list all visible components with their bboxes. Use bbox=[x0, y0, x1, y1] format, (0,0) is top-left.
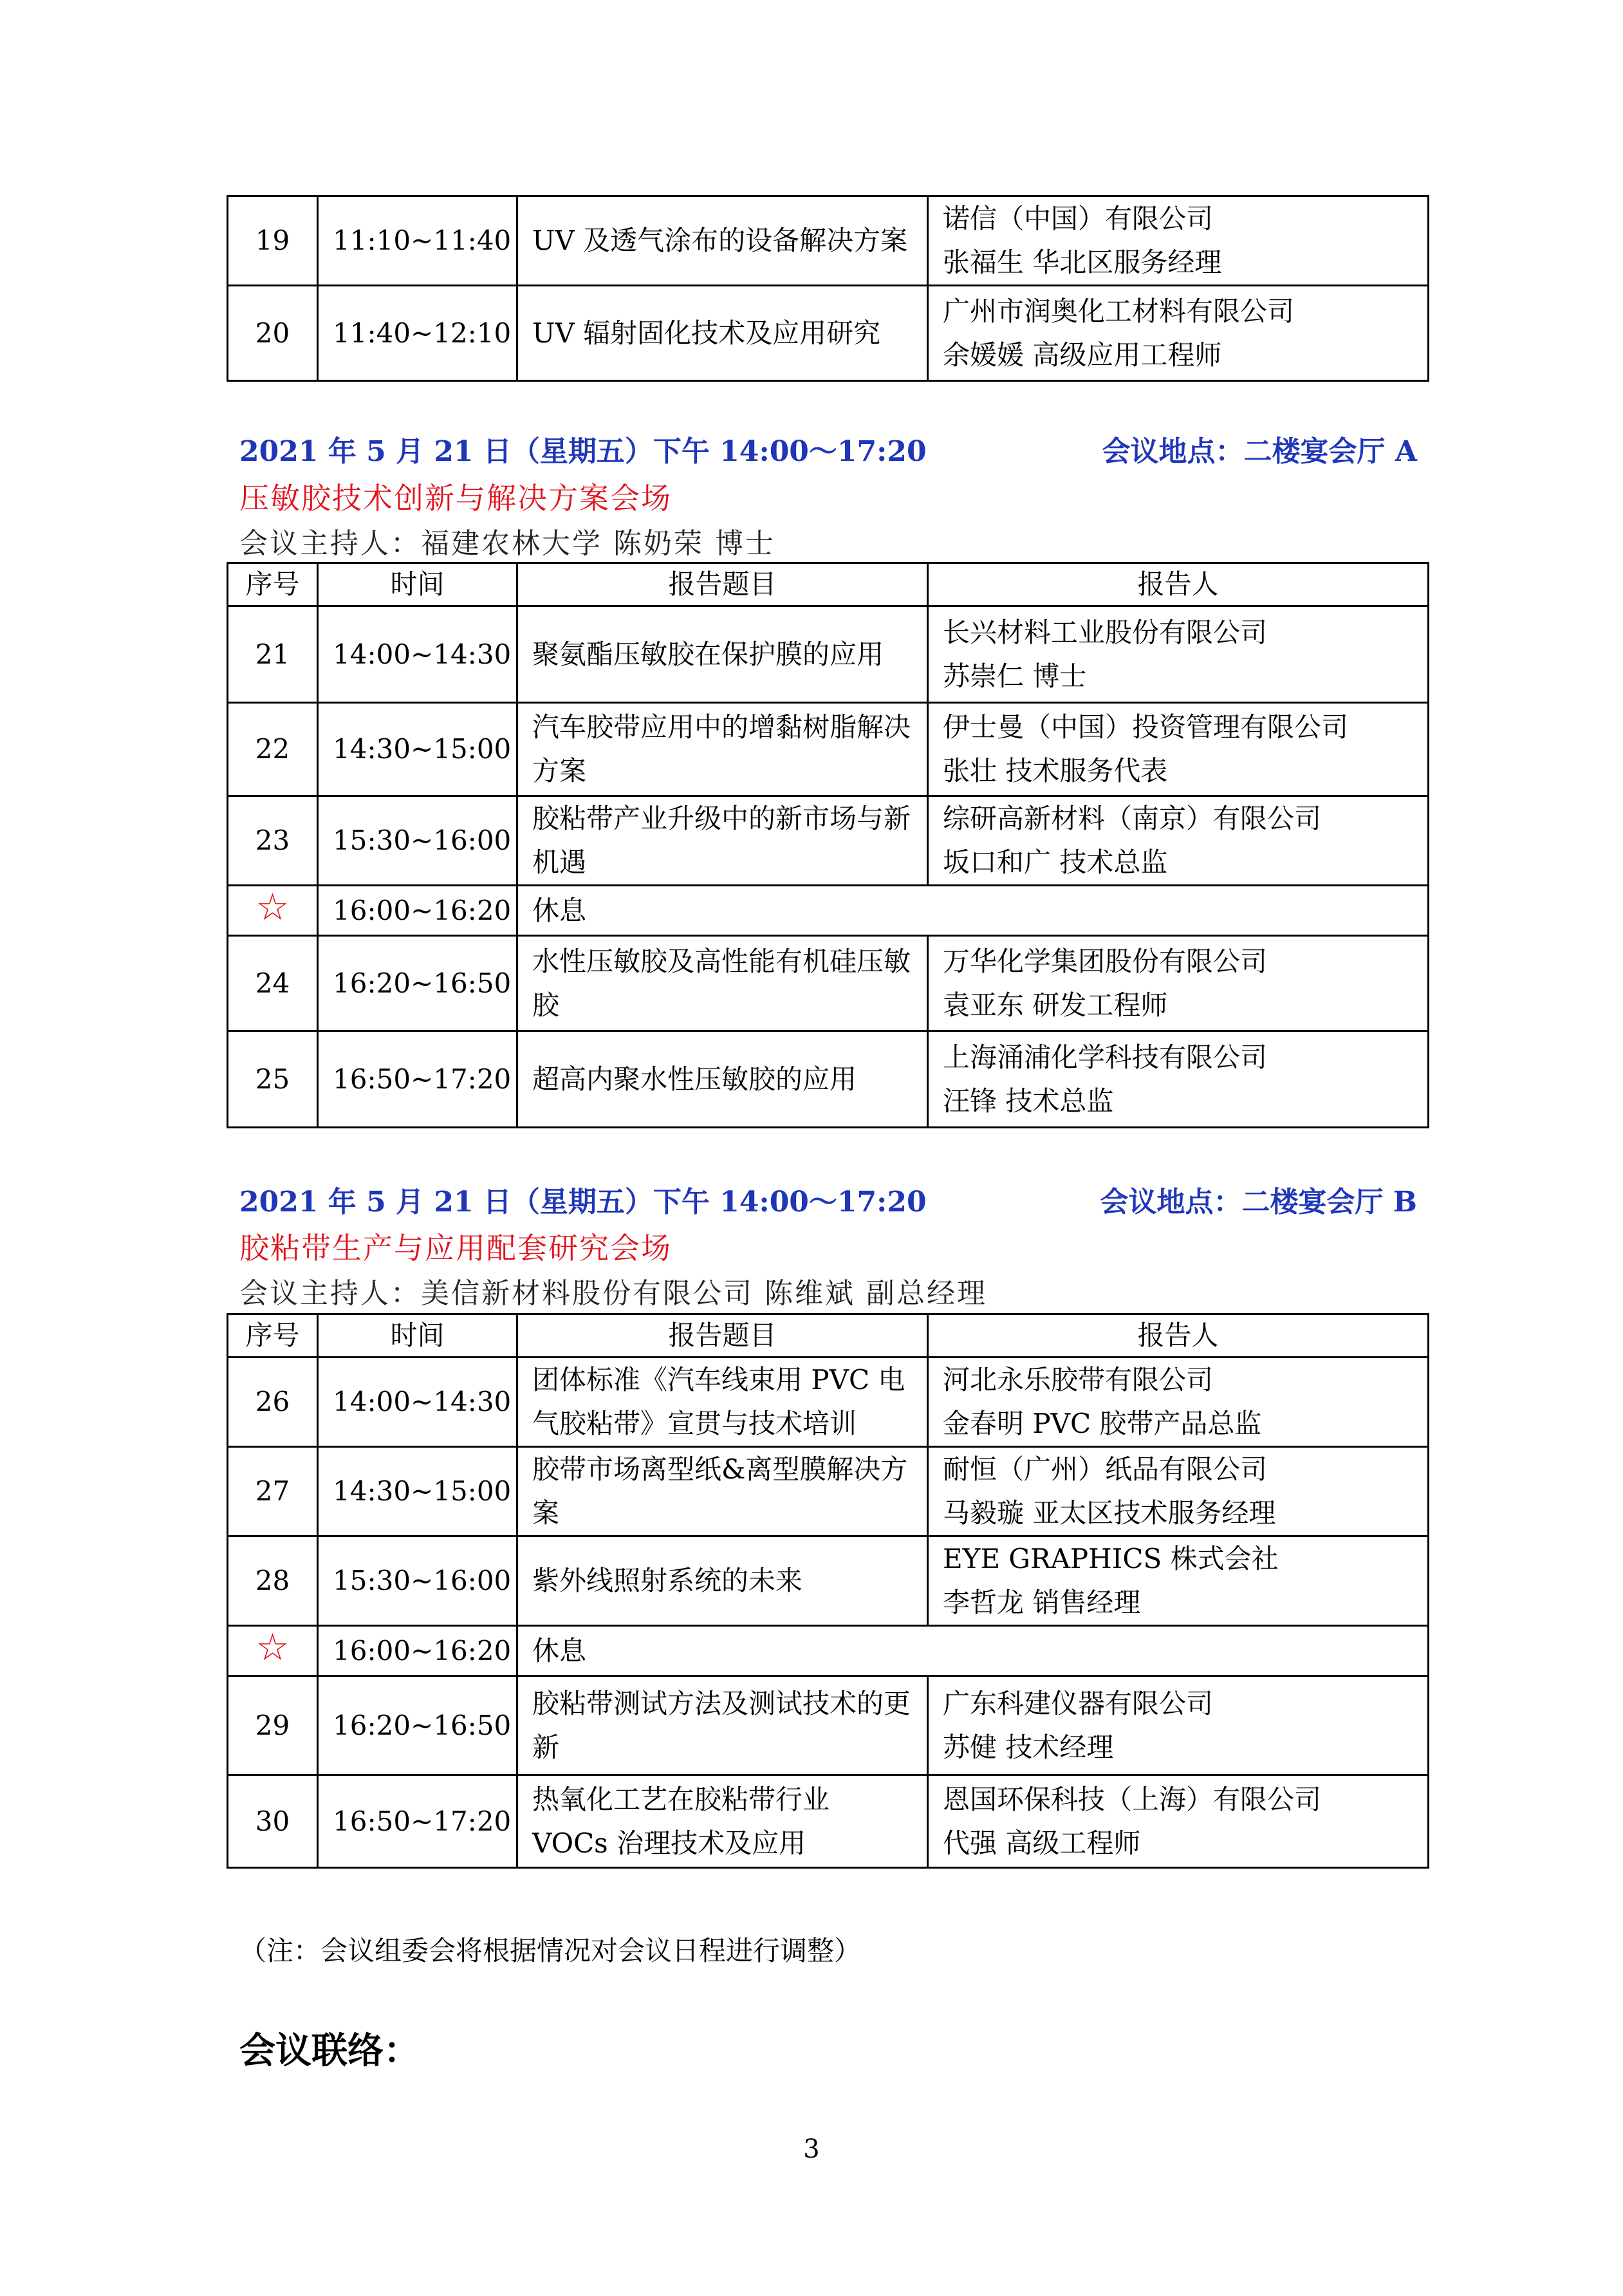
cell-number: 28 bbox=[228, 1536, 318, 1626]
schedule-table-morning bbox=[227, 195, 1429, 382]
session-a-datetime: 2021 年 5 月 21 日（星期五）下午 14:00～17:20 bbox=[239, 435, 927, 468]
speaker-organization: 诺信（中国）有限公司 bbox=[943, 203, 1214, 234]
cell-speaker bbox=[928, 1676, 1429, 1775]
cell-number: 29 bbox=[228, 1676, 318, 1775]
table-row bbox=[228, 196, 1429, 286]
cell-speaker bbox=[928, 703, 1429, 796]
cell-number bbox=[228, 886, 318, 936]
cell-speaker bbox=[928, 606, 1429, 703]
cell-speaker bbox=[928, 286, 1429, 381]
speaker-name-title: 坂口和广 技术总监 bbox=[943, 846, 1168, 878]
cell-break-label: 休息 bbox=[517, 886, 1429, 936]
col-header-time: 时间 bbox=[318, 1314, 517, 1358]
speaker-organization: 河北永乐胶带有限公司 bbox=[943, 1364, 1214, 1395]
cell-number: 22 bbox=[228, 703, 318, 796]
contact-heading: 会议联络： bbox=[239, 2030, 420, 2072]
speaker-name-title: 李哲龙 销售经理 bbox=[943, 1587, 1141, 1618]
cell-time: 14:30~15:00 bbox=[318, 703, 517, 796]
table-row bbox=[228, 703, 1429, 796]
cell-topic: 超高内聚水性压敏胶的应用 bbox=[517, 1031, 928, 1128]
cell-speaker bbox=[928, 1536, 1429, 1626]
table-row bbox=[228, 1775, 1429, 1868]
speaker-organization: 伊士曼（中国）投资管理有限公司 bbox=[943, 711, 1349, 743]
speaker-name-title: 苏崇仁 博士 bbox=[943, 660, 1087, 692]
speaker-organization: 广州市润奥化工材料有限公司 bbox=[943, 295, 1295, 327]
session-b-host: 会议主持人：美信新材料股份有限公司 陈维斌 副总经理 bbox=[239, 1277, 987, 1310]
col-header-speaker: 报告人 bbox=[928, 563, 1429, 606]
table-row bbox=[228, 286, 1429, 381]
cell-topic: 胶粘带测试方法及测试技术的更新 bbox=[517, 1676, 928, 1775]
cell-number: 20 bbox=[228, 286, 318, 381]
cell-topic: 汽车胶带应用中的增黏树脂解决方案 bbox=[517, 703, 928, 796]
session-a-venue: 会议地点：二楼宴会厅 A bbox=[1102, 435, 1417, 468]
cell-topic: 热氧化工艺在胶粘带行业 VOCs 治理技术及应用 bbox=[517, 1775, 928, 1868]
cell-time: 16:50~17:20 bbox=[318, 1031, 517, 1128]
break-row bbox=[228, 1626, 1429, 1676]
speaker-name-title: 张福生 华北区服务经理 bbox=[943, 247, 1222, 278]
cell-speaker bbox=[928, 196, 1429, 286]
col-header-no: 序号 bbox=[228, 1314, 318, 1358]
cell-time: 15:30~16:00 bbox=[318, 1536, 517, 1626]
cell-number: 19 bbox=[228, 196, 318, 286]
speaker-name-title: 金春明 PVC 胶带产品总监 bbox=[943, 1408, 1262, 1439]
cell-time: 11:10~11:40 bbox=[318, 196, 517, 286]
cell-number: 25 bbox=[228, 1031, 318, 1128]
cell-time: 16:50~17:20 bbox=[318, 1775, 517, 1868]
speaker-name-title: 袁亚东 研发工程师 bbox=[943, 989, 1168, 1021]
table-row bbox=[228, 1358, 1429, 1447]
session-b-title: 胶粘带生产与应用配套研究会场 bbox=[239, 1231, 672, 1265]
schedule-table-session-a bbox=[227, 562, 1429, 1128]
session-b-datetime: 2021 年 5 月 21 日（星期五）下午 14:00～17:20 bbox=[239, 1186, 927, 1218]
cell-topic: 胶带市场离型纸&离型膜解决方案 bbox=[517, 1447, 928, 1536]
speaker-organization: 广东科建仪器有限公司 bbox=[943, 1687, 1214, 1719]
cell-topic: 聚氨酯压敏胶在保护膜的应用 bbox=[517, 606, 928, 703]
col-header-topic: 报告题目 bbox=[517, 1314, 928, 1358]
cell-break-label: 休息 bbox=[517, 1626, 1429, 1676]
cell-number bbox=[228, 1626, 318, 1676]
cell-time: 16:20~16:50 bbox=[318, 936, 517, 1031]
table-row bbox=[228, 1031, 1429, 1128]
cell-speaker bbox=[928, 796, 1429, 886]
cell-speaker bbox=[928, 1447, 1429, 1536]
cell-number: 24 bbox=[228, 936, 318, 1031]
speaker-organization: 长兴材料工业股份有限公司 bbox=[943, 616, 1268, 648]
table-row bbox=[228, 606, 1429, 703]
page-number: 3 bbox=[803, 2134, 820, 2164]
cell-topic: 紫外线照射系统的未来 bbox=[517, 1536, 928, 1626]
table-row bbox=[228, 1676, 1429, 1775]
cell-time: 15:30~16:00 bbox=[318, 796, 517, 886]
speaker-organization: 综研高新材料（南京）有限公司 bbox=[943, 803, 1322, 834]
schedule-note: （注：会议组委会将根据情况对会议日程进行调整） bbox=[239, 1935, 862, 1966]
session-b-header bbox=[239, 1179, 1417, 1220]
col-header-time: 时间 bbox=[318, 563, 517, 606]
cell-time: 16:00~16:20 bbox=[318, 1626, 517, 1676]
cell-number: 30 bbox=[228, 1775, 318, 1868]
speaker-name-title: 余媛媛 高级应用工程师 bbox=[943, 339, 1222, 371]
cell-speaker bbox=[928, 1358, 1429, 1447]
speaker-organization: 耐恒（广州）纸品有限公司 bbox=[943, 1453, 1268, 1485]
table-row bbox=[228, 1536, 1429, 1626]
star-icon: ☆ bbox=[255, 1625, 290, 1669]
col-header-no: 序号 bbox=[228, 563, 318, 606]
cell-time: 14:00~14:30 bbox=[318, 606, 517, 703]
cell-number: 26 bbox=[228, 1358, 318, 1447]
break-row bbox=[228, 886, 1429, 936]
cell-time: 16:00~16:20 bbox=[318, 886, 517, 936]
session-a-host: 会议主持人：福建农林大学 陈奶荣 博士 bbox=[239, 527, 775, 560]
cell-topic: 胶粘带产业升级中的新市场与新机遇 bbox=[517, 796, 928, 886]
session-a-header bbox=[239, 428, 1417, 469]
cell-time: 14:30~15:00 bbox=[318, 1447, 517, 1536]
speaker-organization: 万华化学集团股份有限公司 bbox=[943, 945, 1268, 977]
schedule-table-session-b bbox=[227, 1313, 1429, 1869]
cell-topic: UV 辐射固化技术及应用研究 bbox=[517, 286, 928, 381]
speaker-name-title: 马毅璇 亚太区技术服务经理 bbox=[943, 1497, 1276, 1529]
table-header-row bbox=[228, 1314, 1429, 1358]
cell-speaker bbox=[928, 936, 1429, 1031]
col-header-speaker: 报告人 bbox=[928, 1314, 1429, 1358]
cell-number: 23 bbox=[228, 796, 318, 886]
cell-number: 27 bbox=[228, 1447, 318, 1536]
session-a-title: 压敏胶技术创新与解决方案会场 bbox=[239, 481, 672, 516]
cell-time: 11:40~12:10 bbox=[318, 286, 517, 381]
speaker-name-title: 苏健 技术经理 bbox=[943, 1731, 1114, 1763]
session-b-venue: 会议地点：二楼宴会厅 B bbox=[1100, 1186, 1417, 1218]
cell-time: 14:00~14:30 bbox=[318, 1358, 517, 1447]
cell-topic: 水性压敏胶及高性能有机硅压敏胶 bbox=[517, 936, 928, 1031]
cell-number: 21 bbox=[228, 606, 318, 703]
cell-topic: 团体标准《汽车线束用 PVC 电气胶粘带》宣贯与技术培训 bbox=[517, 1358, 928, 1447]
cell-speaker bbox=[928, 1031, 1429, 1128]
speaker-name-title: 汪锋 技术总监 bbox=[943, 1085, 1114, 1117]
speaker-organization: 恩国环保科技（上海）有限公司 bbox=[943, 1783, 1322, 1815]
col-header-topic: 报告题目 bbox=[517, 563, 928, 606]
speaker-organization: 上海涌浦化学科技有限公司 bbox=[943, 1041, 1268, 1073]
star-icon: ☆ bbox=[255, 885, 290, 929]
speaker-name-title: 张壮 技术服务代表 bbox=[943, 755, 1168, 787]
cell-time: 16:20~16:50 bbox=[318, 1676, 517, 1775]
speaker-name-title: 代强 高级工程师 bbox=[943, 1827, 1141, 1859]
table-row bbox=[228, 796, 1429, 886]
cell-speaker bbox=[928, 1775, 1429, 1868]
table-row bbox=[228, 1447, 1429, 1536]
table-row bbox=[228, 936, 1429, 1031]
cell-topic: UV 及透气涂布的设备解决方案 bbox=[517, 196, 928, 286]
speaker-organization: EYE GRAPHICS 株式会社 bbox=[943, 1543, 1279, 1574]
table-header-row bbox=[228, 563, 1429, 606]
